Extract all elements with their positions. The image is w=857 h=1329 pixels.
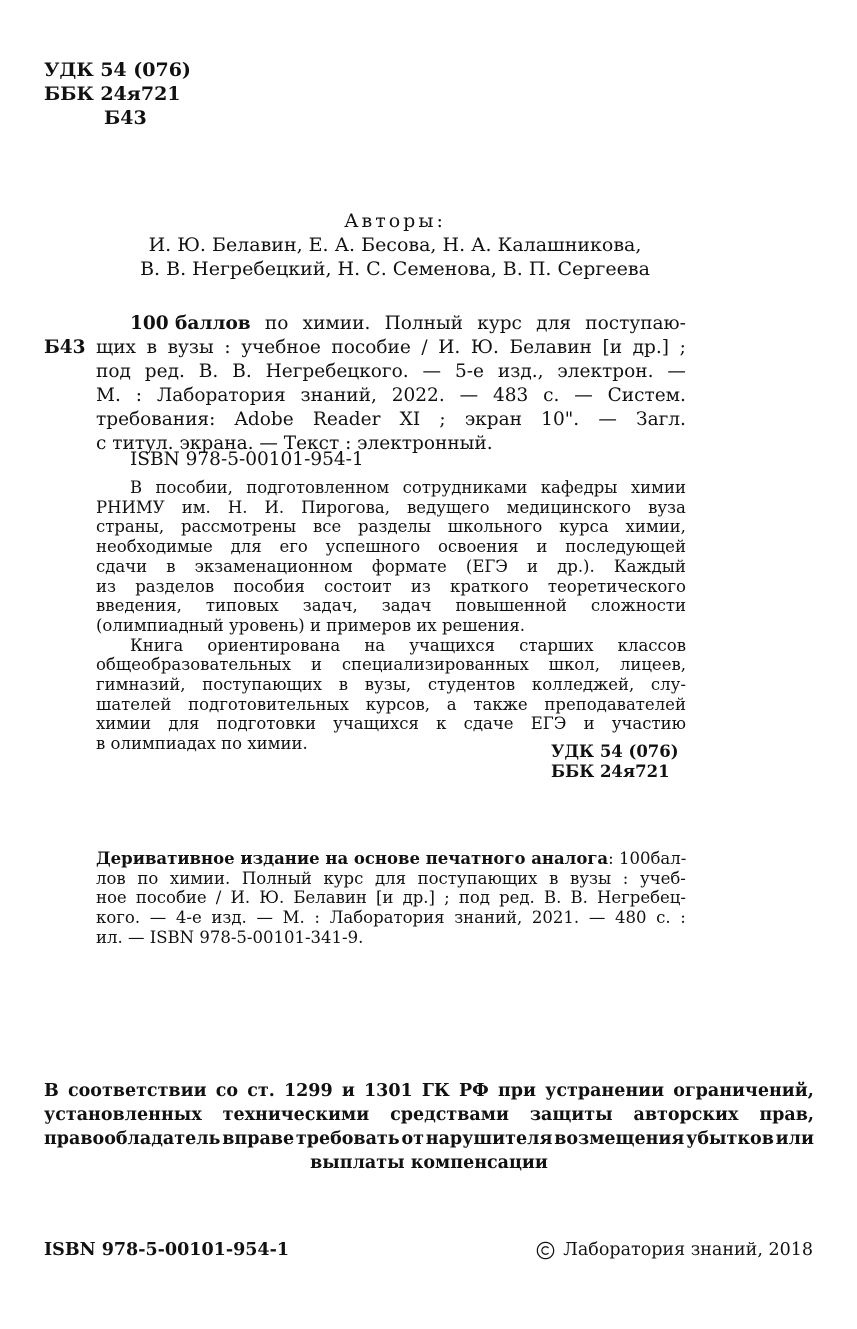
word: Лаборатория xyxy=(156,385,286,406)
word: страны, xyxy=(96,517,165,537)
word: ; xyxy=(444,888,450,908)
word: кафедры xyxy=(540,478,618,497)
word: РФ xyxy=(459,1081,489,1101)
word: курс xyxy=(323,868,364,888)
legal-line xyxy=(44,1151,814,1175)
authors-line-2: В. В. Негребецкий, Н. С. Семенова, В. П. Сергеева xyxy=(140,258,650,280)
word: М. xyxy=(96,385,121,406)
word: пособия xyxy=(233,576,305,596)
word: убытков xyxy=(686,1129,774,1149)
word: введения, xyxy=(96,596,182,616)
word: Лаборатория xyxy=(329,908,445,928)
word: др.). xyxy=(557,556,595,576)
word: медицинского xyxy=(506,497,632,517)
word: теоретического xyxy=(547,576,686,596)
word: ное xyxy=(96,888,127,908)
legal-notice xyxy=(44,1079,814,1175)
word: поступающих xyxy=(202,675,323,695)
word: ГК xyxy=(421,1081,450,1101)
authors-heading: Авторы: xyxy=(344,210,446,232)
word: курса xyxy=(559,517,609,537)
word: ил. — ISBN 978-5-00101-341-9. xyxy=(96,927,364,947)
word: др.] xyxy=(632,337,669,358)
word: пособие xyxy=(331,337,411,358)
word: со xyxy=(215,1081,239,1101)
word: — xyxy=(459,385,479,406)
word: также xyxy=(473,694,528,714)
word: экран xyxy=(464,409,522,430)
word: его xyxy=(279,537,308,557)
word: [и xyxy=(602,337,623,358)
word: Загл. xyxy=(636,409,686,430)
word: — xyxy=(574,385,593,406)
word: освоения xyxy=(437,537,519,557)
word: рассмотрены xyxy=(180,517,297,537)
word: последующей xyxy=(565,537,686,557)
word: вузы xyxy=(167,337,214,358)
word: учебное xyxy=(241,337,321,358)
word: ЕГЭ xyxy=(530,714,567,734)
annotation-line xyxy=(96,596,686,616)
word: в олимпиадах по химии. xyxy=(96,734,308,754)
word: ограничений, xyxy=(673,1081,814,1101)
annotation-line xyxy=(96,675,686,695)
word: 4-е xyxy=(175,908,202,928)
bbk-code: ББК 24я721 xyxy=(44,83,181,105)
word: или xyxy=(775,1129,814,1149)
word: под xyxy=(458,888,490,908)
word: ред. xyxy=(144,361,185,382)
word: от xyxy=(401,1129,424,1149)
word: В. xyxy=(570,888,588,908)
word: [и xyxy=(376,888,394,908)
word: слу- xyxy=(650,675,686,695)
udk-code: УДК 54 (076) xyxy=(44,59,191,81)
word: Каждый xyxy=(613,556,686,576)
annotation-codes xyxy=(551,742,679,782)
word: с. xyxy=(656,908,671,928)
word: (олимпиадный уровень) и примеров их решения. xyxy=(96,615,526,635)
word: вузы xyxy=(570,868,612,888)
legal-line xyxy=(44,1079,814,1103)
word: сотрудниками xyxy=(402,478,528,497)
word: 2021. xyxy=(531,908,580,928)
copyright-line xyxy=(536,1240,813,1260)
catalog-isbn: ISBN 978-5-00101-954-1 xyxy=(130,449,364,470)
word: И. xyxy=(230,888,251,908)
word: В xyxy=(130,478,143,497)
word: устранении xyxy=(545,1081,665,1101)
word: В. xyxy=(232,361,252,382)
footer-isbn: ISBN 978-5-00101-954-1 xyxy=(44,1240,290,1260)
word: Полный xyxy=(241,868,312,888)
word: авторских xyxy=(633,1105,739,1125)
word: лов xyxy=(96,868,126,888)
word: подготовленном xyxy=(246,478,390,497)
copyright-icon xyxy=(536,1241,555,1260)
word: электрон. xyxy=(557,361,654,382)
catalog-line xyxy=(96,360,686,384)
word: пособии, xyxy=(155,478,233,497)
annotation-line xyxy=(96,636,686,656)
word: сдачи xyxy=(96,556,148,576)
word: для xyxy=(374,868,406,888)
author-mark: Б43 xyxy=(104,107,147,129)
authors-line-1: И. Ю. Белавин, Е. А. Бесова, Н. А. Калашникова, xyxy=(148,234,642,256)
word: поступаю- xyxy=(585,313,686,334)
annotation-line xyxy=(96,655,686,675)
word: пособие xyxy=(135,888,207,908)
catalog-line xyxy=(96,336,686,360)
word: к xyxy=(436,714,447,734)
word: выплаты компенсации xyxy=(310,1153,548,1173)
word: по xyxy=(137,868,159,888)
word: с. xyxy=(543,385,560,406)
word: шателей xyxy=(96,694,172,714)
word: при xyxy=(497,1081,536,1101)
legal-line xyxy=(44,1127,814,1151)
word: Пирогова, xyxy=(301,497,390,517)
word: необходимые xyxy=(96,537,213,557)
word: для xyxy=(168,714,200,734)
word: В. xyxy=(543,888,562,908)
word: Ю. xyxy=(259,888,285,908)
word: на xyxy=(364,635,386,655)
word: типовых xyxy=(205,596,279,616)
word: в xyxy=(338,675,349,695)
word: Reader xyxy=(312,409,381,430)
word: экзаменационном xyxy=(194,556,353,576)
word: РНИМУ xyxy=(96,497,165,517)
word: подготовки xyxy=(216,714,316,734)
word: вправе xyxy=(222,1129,295,1149)
word: преподавателей xyxy=(544,694,686,714)
word: 483 xyxy=(492,385,529,406)
word: изд., xyxy=(497,361,544,382)
derivative-line xyxy=(96,849,686,869)
word: разделов xyxy=(135,576,215,596)
word: ст. xyxy=(247,1081,275,1101)
word: учащихся xyxy=(333,714,419,734)
word: колледжей, xyxy=(531,675,635,695)
word: (ЕГЭ xyxy=(465,556,508,576)
word: 5-е xyxy=(454,361,484,382)
word: Adobe xyxy=(234,409,294,430)
word: — xyxy=(667,361,686,382)
annotation-line xyxy=(96,517,686,537)
word: / xyxy=(215,888,222,908)
word: ; xyxy=(439,409,446,430)
annotation-line xyxy=(96,695,686,715)
word: ; xyxy=(679,337,686,358)
word: и xyxy=(583,714,595,734)
word: соответствии xyxy=(67,1081,207,1101)
word: и xyxy=(341,1081,355,1101)
word: студентов xyxy=(427,675,516,695)
word: требования: xyxy=(96,409,216,430)
word: — xyxy=(588,908,606,928)
word: XI xyxy=(399,409,421,430)
annotation-line xyxy=(96,714,686,734)
derivative-line xyxy=(96,888,686,908)
word: школ, xyxy=(548,655,600,675)
catalog-author-mark: Б43 xyxy=(44,337,86,358)
word: требовать xyxy=(295,1129,400,1149)
word: химии, xyxy=(625,517,686,537)
annotation xyxy=(96,478,686,754)
word: Белавин xyxy=(293,888,367,908)
word: разделы xyxy=(358,517,431,537)
word: — xyxy=(256,908,273,928)
word: вуза xyxy=(648,497,686,517)
word: — xyxy=(598,409,617,430)
word: химии xyxy=(96,714,152,734)
word: им. xyxy=(181,497,211,517)
word: правообладатель xyxy=(44,1129,221,1149)
word: и xyxy=(310,655,322,675)
word: В. xyxy=(198,361,219,382)
word: краткого xyxy=(450,576,529,596)
annotation-line xyxy=(96,616,686,636)
word: сдаче xyxy=(463,714,514,734)
word: возмещения xyxy=(554,1129,685,1149)
word: : xyxy=(314,908,320,928)
udk-code: УДК 54 (076) xyxy=(551,742,679,761)
word: поступающих xyxy=(417,868,538,888)
word: для xyxy=(536,313,571,334)
derivative-edition-note xyxy=(96,849,686,948)
word: курс xyxy=(477,313,522,334)
word: с титул. экрана. — Текст : электронный. xyxy=(96,433,493,454)
word: участию xyxy=(611,714,686,734)
word: химии. xyxy=(302,313,371,334)
word: — xyxy=(149,908,167,928)
word: Н. xyxy=(227,497,248,517)
word: школьного xyxy=(447,517,543,537)
word: нарушителя xyxy=(425,1129,553,1149)
word: средствами xyxy=(390,1105,509,1125)
word: в xyxy=(146,337,157,358)
word: 480 xyxy=(614,908,647,928)
word: кого. xyxy=(96,908,141,928)
authors-block xyxy=(90,209,700,281)
word: ведущего xyxy=(406,497,490,517)
word: и xyxy=(536,537,548,557)
word: прав, xyxy=(759,1105,814,1125)
word: формате xyxy=(371,556,447,576)
word: успешного xyxy=(325,537,421,557)
word: Негребец- xyxy=(596,888,686,908)
word: щих xyxy=(96,337,136,358)
catalog-entry xyxy=(96,312,686,456)
word: Книга xyxy=(130,635,184,655)
derivative-label: Деривативное издание на основе печатного аналога xyxy=(96,849,609,868)
derivative-line xyxy=(96,928,686,948)
word: задач, xyxy=(302,596,358,616)
word: из xyxy=(96,576,116,596)
copyright-holder: Лаборатория знаний, 2018 xyxy=(563,1240,813,1260)
word: изд. xyxy=(211,908,247,928)
word: а xyxy=(446,694,457,714)
word: лицеев, xyxy=(619,655,686,675)
annotation-line xyxy=(96,557,686,577)
catalog-line xyxy=(96,312,686,336)
catalog-line xyxy=(96,408,686,432)
word: общеобразовательных xyxy=(96,655,292,675)
catalog-line xyxy=(96,384,686,408)
word: учеб- xyxy=(639,868,686,888)
book-title-bold: 100 баллов xyxy=(130,313,251,334)
word: из xyxy=(410,576,431,596)
word: Белавин xyxy=(509,337,592,358)
word: Полный xyxy=(384,313,464,334)
word: Ю. xyxy=(470,337,499,358)
word: М. xyxy=(282,908,305,928)
word: специализированных xyxy=(341,655,529,675)
word: И. xyxy=(438,337,461,358)
word: подготовительных xyxy=(188,694,349,714)
legal-line xyxy=(44,1103,814,1127)
annotation-line xyxy=(96,537,686,557)
word: в xyxy=(549,868,559,888)
word: курсов, xyxy=(365,694,430,714)
word: В xyxy=(44,1081,59,1101)
word: 1299 xyxy=(283,1081,333,1101)
word: состоит xyxy=(324,576,392,596)
word: по xyxy=(264,313,289,334)
word: химии. xyxy=(169,868,231,888)
word: Негребецкого. xyxy=(265,361,409,382)
word: бал- xyxy=(650,849,687,868)
word: : 100 xyxy=(608,849,651,868)
word: ориентирована xyxy=(207,635,341,655)
derivative-line xyxy=(96,869,686,889)
word: : xyxy=(135,385,142,406)
bbk-code: ББК 24я721 xyxy=(551,762,670,781)
word: все xyxy=(312,517,342,537)
word: сложности xyxy=(590,596,686,616)
word: : xyxy=(680,908,686,928)
word: и xyxy=(527,556,539,576)
word: химии xyxy=(630,478,686,497)
word: знаний, xyxy=(454,908,523,928)
word: вузы, xyxy=(364,675,412,695)
word: для xyxy=(230,537,262,557)
word: И. xyxy=(264,497,285,517)
word: : xyxy=(622,868,629,888)
word: старших xyxy=(519,635,594,655)
word: 2022. xyxy=(391,385,445,406)
word: техническими xyxy=(222,1105,370,1125)
classification-codes xyxy=(44,58,191,130)
word: ред. xyxy=(499,888,535,908)
word: — xyxy=(422,361,442,382)
word: повышенной xyxy=(455,596,567,616)
derivative-line xyxy=(96,908,686,928)
word: др.] xyxy=(402,888,435,908)
word: под xyxy=(96,361,131,382)
word: : xyxy=(224,337,231,358)
annotation-line xyxy=(96,498,686,518)
word: 10". xyxy=(541,409,580,430)
word: классов xyxy=(617,635,686,655)
word: Систем. xyxy=(607,385,686,406)
word: знаний, xyxy=(300,385,377,406)
word: гимназий, xyxy=(96,675,186,695)
word: задач xyxy=(381,596,432,616)
word: / xyxy=(421,337,428,358)
word: 1301 xyxy=(363,1081,413,1101)
word: в xyxy=(166,556,176,576)
annotation-line xyxy=(96,478,686,498)
word: установленных xyxy=(44,1105,202,1125)
annotation-line xyxy=(96,577,686,597)
word: учащихся xyxy=(409,635,496,655)
word: защиты xyxy=(529,1105,613,1125)
